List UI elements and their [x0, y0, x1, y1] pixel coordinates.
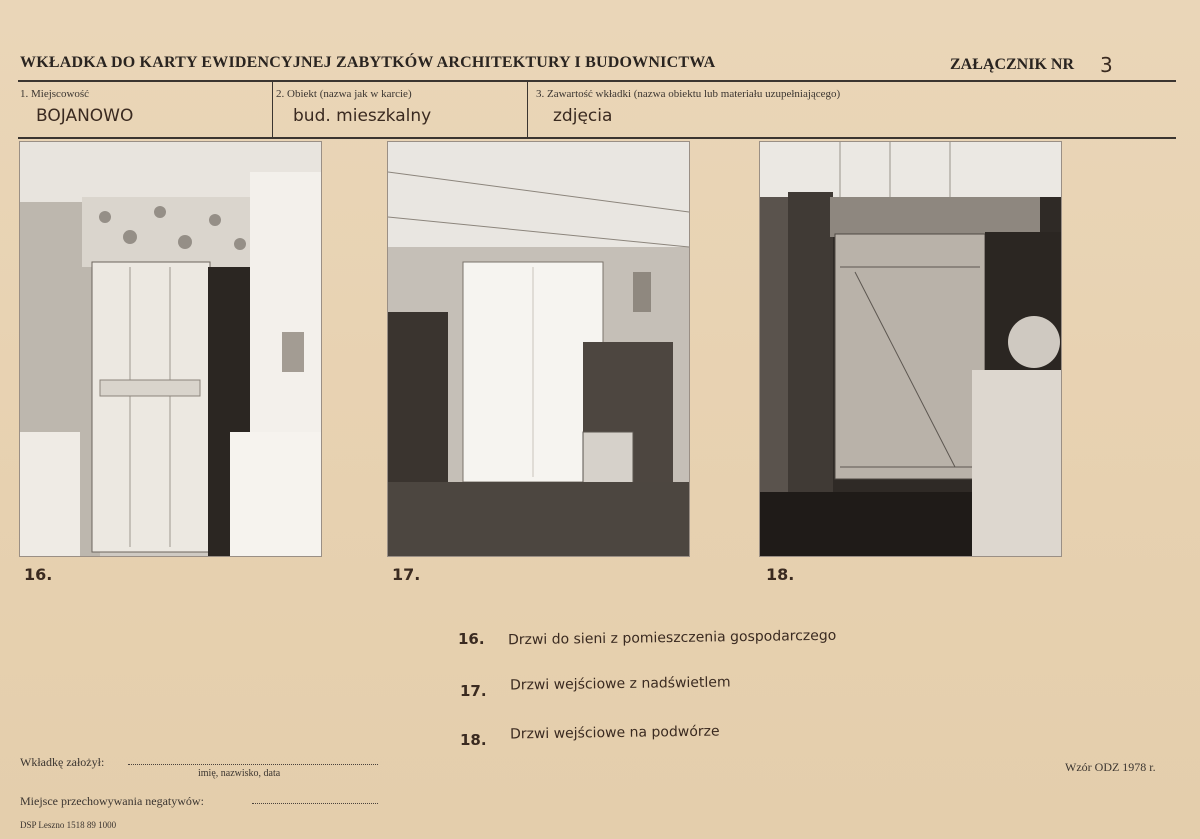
photo-number-18: 18.: [766, 565, 795, 584]
field-object-label: 2. Obiekt (nazwa jak w karcie): [276, 88, 412, 100]
printer-imprint: DSP Leszno 1518 89 1000: [20, 820, 117, 830]
pattern-label: Wzór ODZ 1978 r.: [1065, 760, 1156, 774]
field-divider-1: [272, 82, 273, 137]
field-locality-label: 1. Miejscowość: [20, 88, 90, 100]
negatives-label: Miejsce przechowywania negatywów:: [20, 794, 204, 808]
field-divider-2: [527, 82, 528, 137]
header-rule-top: [18, 80, 1176, 82]
negatives-dotted-line: [252, 803, 378, 804]
caption-number-17: 17.: [460, 682, 487, 700]
card-title: WKŁADKA DO KARTY EWIDENCYJNEJ ZABYTKÓW ARCHITEKTURY I BUDOWNICTWA: [20, 54, 716, 71]
caption-number-16: 16.: [458, 630, 485, 648]
photo-17: [387, 141, 690, 557]
field-locality-value: BOJANOWO: [36, 106, 134, 126]
field-content-label: 3. Zawartość wkładki (nazwa obiektu lub materiału uzupełniającego): [536, 88, 841, 100]
photo-16: [19, 141, 322, 557]
caption-text-18: Drzwi wejściowe na podwórze: [509, 723, 720, 743]
photo-number-16: 16.: [24, 565, 53, 584]
caption-number-18: 18.: [460, 731, 487, 749]
attachment-number: 3: [1100, 53, 1113, 77]
field-content-value: zdjęcia: [553, 106, 613, 126]
field-object-value: bud. mieszkalny: [293, 106, 432, 126]
attachment-label: ZAŁĄCZNIK NR: [950, 56, 1075, 73]
founder-dotted-line: [128, 764, 378, 765]
photo-18: [759, 141, 1062, 557]
caption-text-17: Drzwi wejściowe z nadświetlem: [509, 674, 731, 694]
photo-number-17: 17.: [392, 565, 421, 584]
header-rule-bottom: [18, 137, 1176, 139]
caption-text-16: Drzwi do sieni z pomieszczenia gospodarczego: [507, 627, 837, 649]
founder-sublabel: imię, nazwisko, data: [198, 768, 281, 779]
founder-label: Wkładkę założył:: [20, 755, 105, 769]
